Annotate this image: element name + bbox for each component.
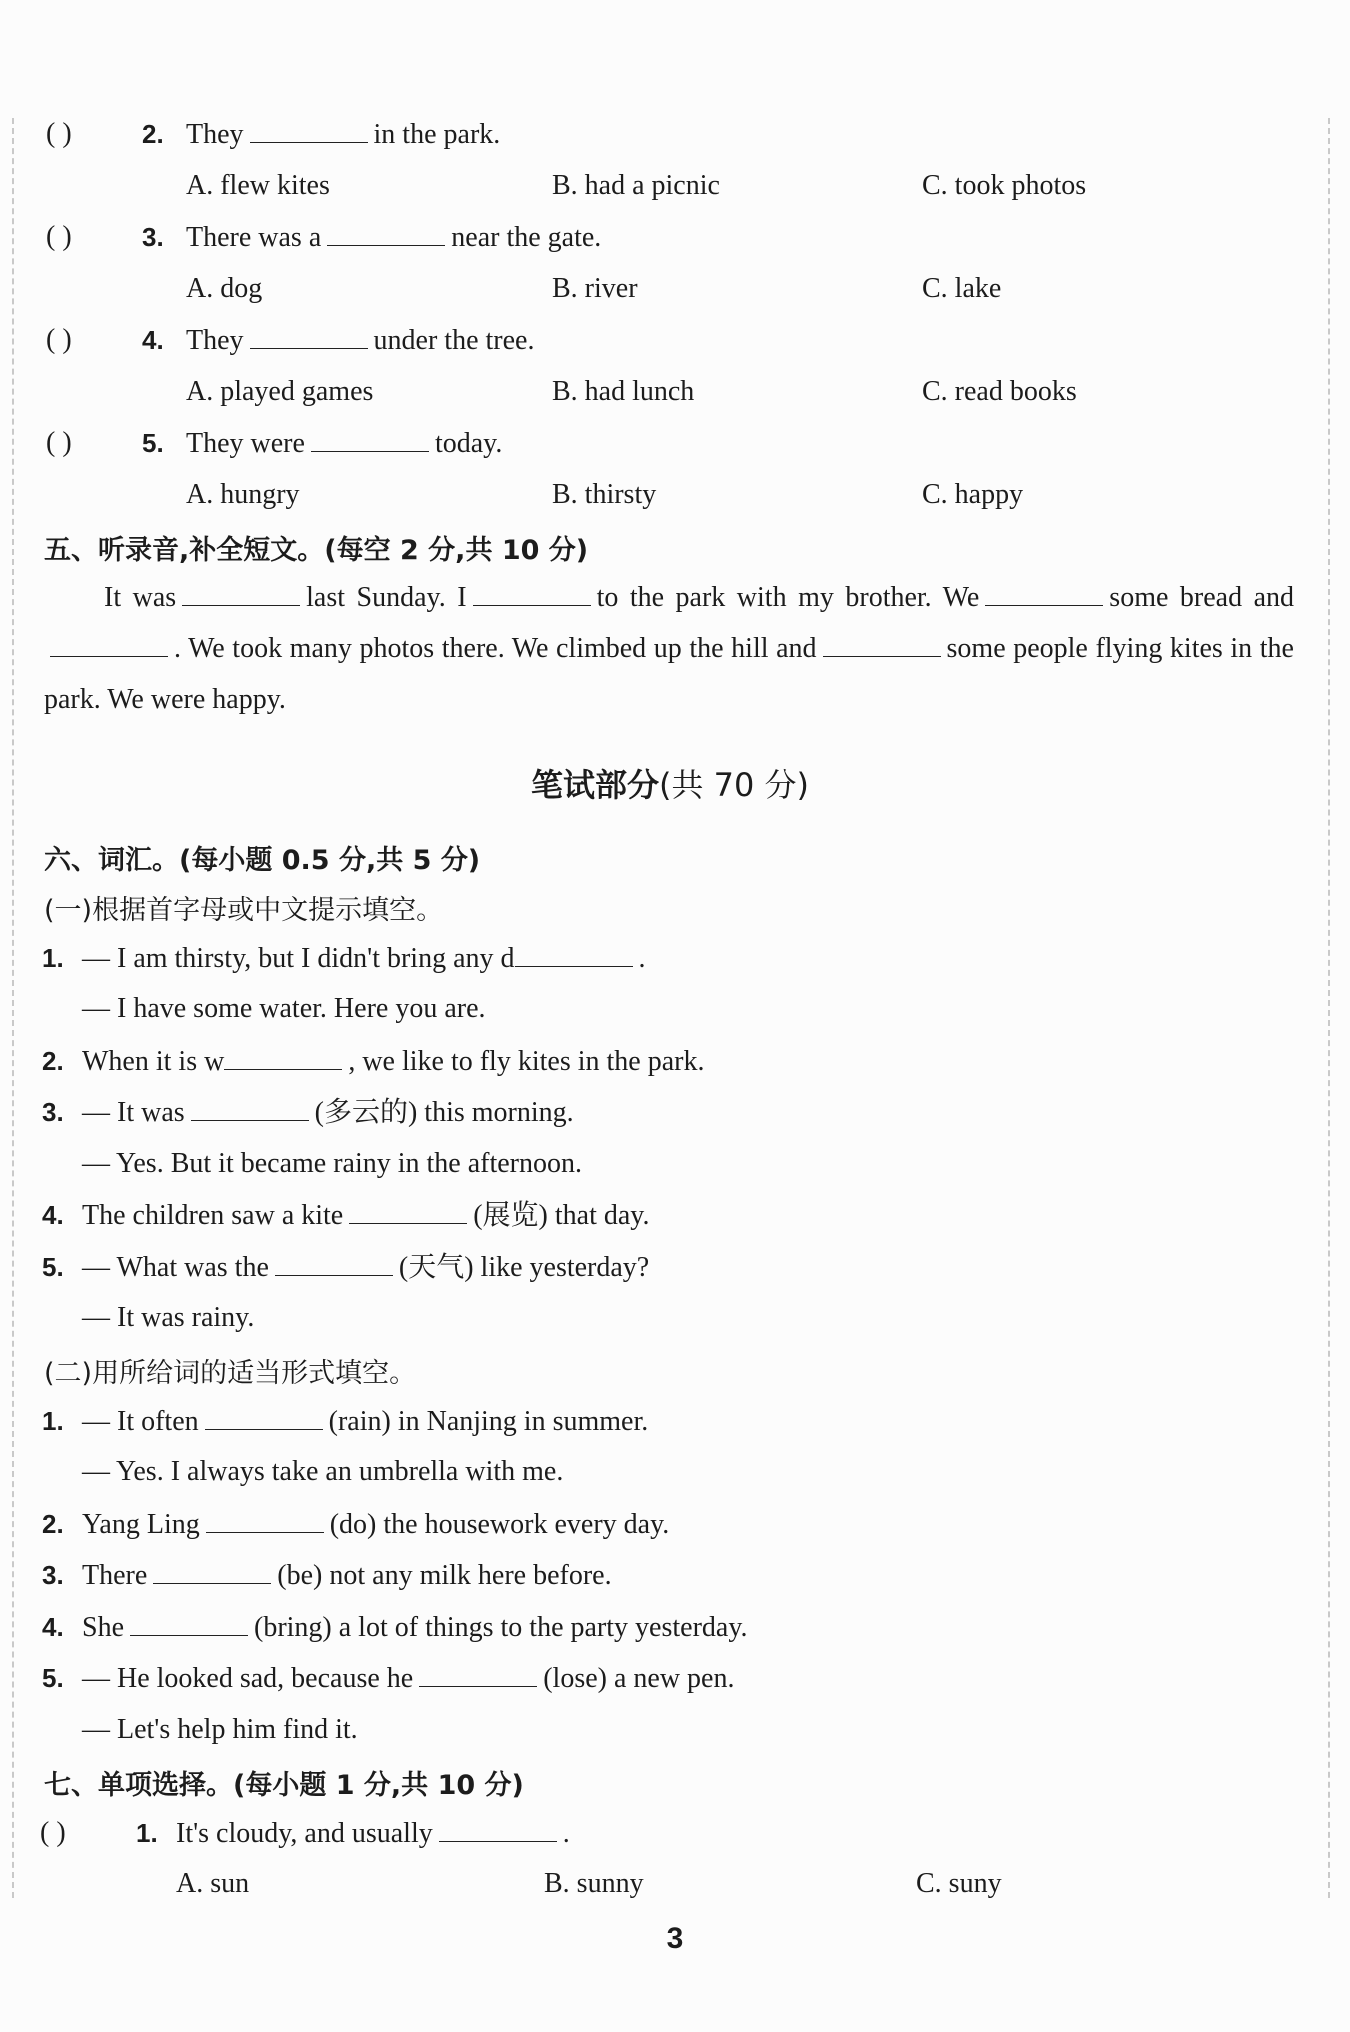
question-text: — Yes. I always take an umbrella with me. (82, 1456, 564, 1487)
answer-blank[interactable] (349, 1197, 467, 1224)
answer-blank[interactable] (206, 1506, 324, 1533)
answer-blank[interactable] (224, 1043, 342, 1070)
option-c[interactable]: C. suny (916, 1868, 1002, 1899)
section-heading: 五、听录音,补全短文。(每空 2 分,共 10 分) (44, 535, 589, 566)
answer-blank[interactable] (327, 219, 445, 246)
option-a[interactable]: A. played games (186, 376, 374, 407)
answer-blank[interactable] (250, 116, 368, 143)
option-b[interactable]: B. sunny (544, 1868, 644, 1899)
answer-blank[interactable] (311, 425, 429, 452)
question-number: 2. (42, 1509, 64, 1539)
question-text: — Yes. But it became rainy in the afternoon. (82, 1148, 583, 1179)
written-part-title: 笔试部分(共 70 分) (530, 766, 810, 804)
answer-parentheses[interactable]: ( ) (40, 1817, 66, 1848)
question-number: 1. (42, 1406, 64, 1436)
question-text: — It often (rain) in Nanjing in summer. (82, 1403, 648, 1440)
question-text: — Let's help him find it. (82, 1714, 358, 1745)
option-b[interactable]: B. river (552, 273, 638, 304)
question-number: 4. (42, 1200, 64, 1230)
answer-blank[interactable] (419, 1660, 537, 1687)
answer-blank[interactable] (275, 1249, 393, 1276)
question-text: The children saw a kite (展览) that day. (82, 1197, 649, 1234)
cloze-blank[interactable] (985, 579, 1103, 606)
option-a[interactable]: A. hungry (186, 479, 300, 510)
question-number: 5. (42, 1252, 64, 1282)
cloze-blank[interactable] (50, 630, 168, 657)
question-number: 5. (142, 428, 164, 458)
page-number: 3 (666, 1922, 684, 1955)
option-c[interactable]: C. read books (922, 376, 1077, 407)
subsection-title: (一)根据首字母或中文提示填空。 (44, 895, 444, 926)
option-c[interactable]: C. took photos (922, 170, 1087, 201)
question-text: They were today. (186, 425, 502, 462)
section-heading: 七、单项选择。(每小题 1 分,共 10 分) (44, 1770, 524, 1801)
option-a[interactable]: A. flew kites (186, 170, 330, 201)
option-b[interactable]: B. had lunch (552, 376, 695, 407)
option-c[interactable]: C. lake (922, 273, 1002, 304)
cloze-blank[interactable] (182, 579, 300, 606)
question-text: There (be) not any milk here before. (82, 1557, 612, 1594)
question-text: — What was the (天气) like yesterday? (82, 1249, 649, 1286)
option-a[interactable]: A. dog (186, 273, 263, 304)
question-number: 2. (142, 119, 164, 149)
question-text: When it is w , we like to fly kites in the park. (82, 1043, 704, 1080)
question-number: 3. (42, 1097, 64, 1127)
question-text: They in the park. (186, 116, 500, 153)
question-number: 5. (42, 1663, 64, 1693)
question-number: 4. (42, 1612, 64, 1642)
question-text: — I am thirsty, but I didn't bring any d . (82, 940, 646, 977)
question-number: 3. (42, 1560, 64, 1590)
subsection-title: (二)用所给词的适当形式填空。 (44, 1358, 417, 1389)
answer-blank[interactable] (130, 1609, 248, 1636)
option-b[interactable]: B. had a picnic (552, 170, 720, 201)
question-text: — It was (多云的) this morning. (82, 1094, 574, 1131)
answer-parentheses[interactable]: ( ) (46, 324, 72, 355)
answer-blank[interactable] (515, 940, 633, 967)
question-number: 3. (142, 222, 164, 252)
question-text: They under the tree. (186, 322, 534, 359)
question-text: — It was rainy. (82, 1302, 255, 1333)
left-dashed-margin (12, 118, 14, 1898)
option-b[interactable]: B. thirsty (552, 479, 657, 510)
question-text: She (bring) a lot of things to the party yesterday. (82, 1609, 748, 1646)
option-c[interactable]: C. happy (922, 479, 1024, 510)
question-text: — I have some water. Here you are. (82, 993, 486, 1024)
cloze-blank[interactable] (473, 579, 591, 606)
cloze-paragraph: It was last Sunday. I to the park with my brother. We some bread and. We took many photos there. We climbed up the hill and some people flying kites in the park. We were happy. (44, 572, 1294, 725)
question-text: It's cloudy, and usually . (176, 1815, 570, 1852)
answer-blank[interactable] (439, 1815, 557, 1842)
question-text: — He looked sad, because he (lose) a new pen. (82, 1660, 734, 1697)
question-number: 2. (42, 1046, 64, 1076)
right-dashed-margin (1328, 118, 1330, 1898)
option-a[interactable]: A. sun (176, 1868, 250, 1899)
question-number: 1. (136, 1818, 158, 1848)
cloze-blank[interactable] (823, 630, 941, 657)
question-number: 1. (42, 943, 64, 973)
question-text: There was a near the gate. (186, 219, 601, 256)
question-number: 4. (142, 325, 164, 355)
answer-parentheses[interactable]: ( ) (46, 118, 72, 149)
answer-parentheses[interactable]: ( ) (46, 221, 72, 252)
answer-blank[interactable] (205, 1403, 323, 1430)
answer-parentheses[interactable]: ( ) (46, 427, 72, 458)
answer-blank[interactable] (250, 322, 368, 349)
answer-blank[interactable] (191, 1094, 309, 1121)
answer-blank[interactable] (153, 1557, 271, 1584)
section-heading: 六、词汇。(每小题 0.5 分,共 5 分) (44, 845, 481, 876)
question-text: Yang Ling (do) the housework every day. (82, 1506, 669, 1543)
